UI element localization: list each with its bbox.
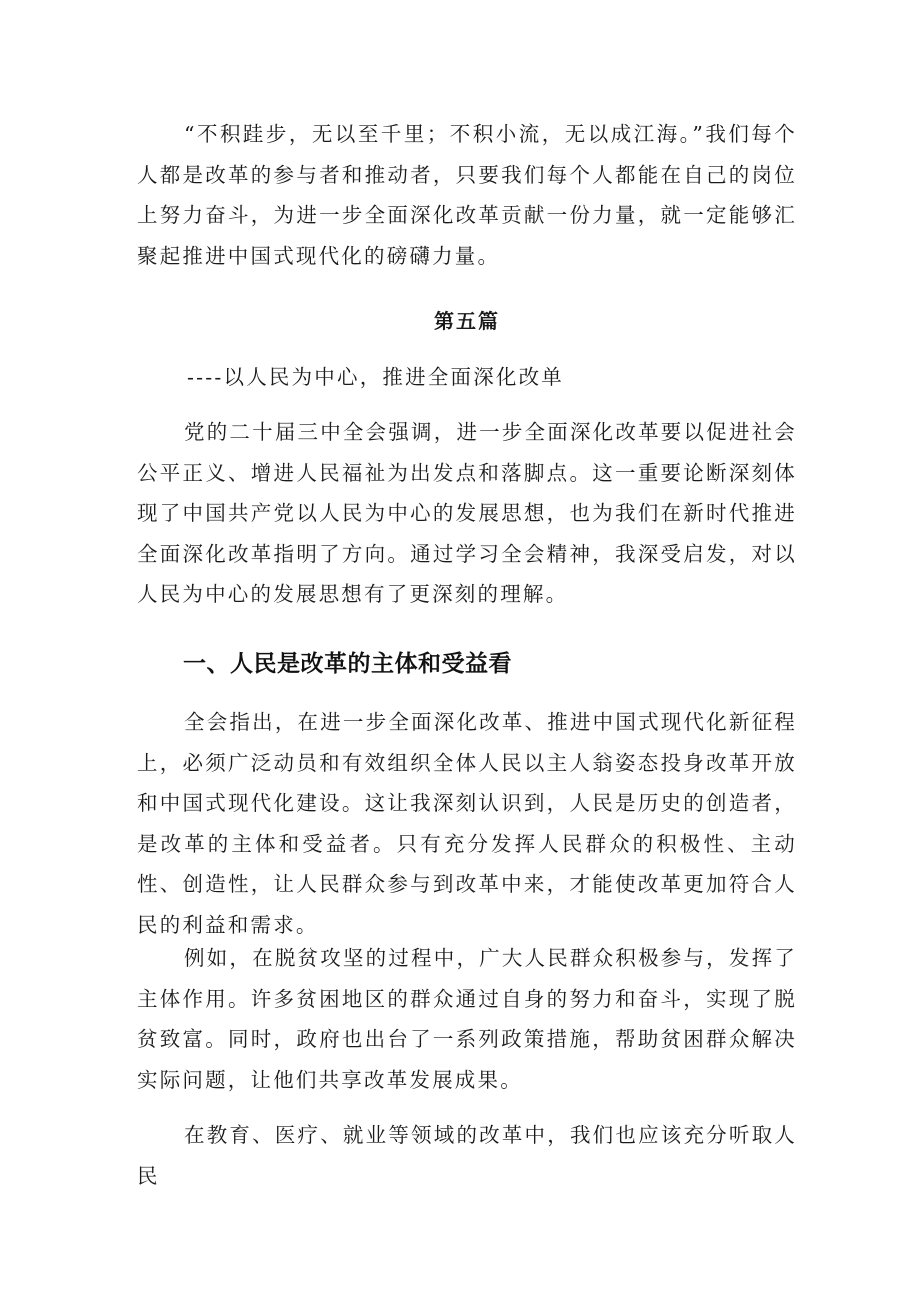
chapter-title: 第五篇 (434, 309, 500, 333)
paragraph-2: 全会指出，在进一步全面深化改革、推进中国式现代化新征程上，必须广泛动员和有效组织全体人民以主人翁姿态投身改革开放和中国式现代化建设。这让我深刻认识到，人民是历史的创造者，是改革的主体和受益者。只有充分发挥人民群众的积极性、主动性、创造性，让人民群众参与到改革中来，才能使改革更加符合人民的利益和需求。 (137, 710, 797, 937)
paragraph-3: 例如，在脱贫攻坚的过程中，广大人民群众积极参与，发挥了主体作用。许多贫困地区的群众通过自身的努力和奋斗，实现了脱贫致富。同时，政府也出台了一系列政策措施，帮助贫困群众解决实际问题，让他们共享改革发展成果。 (137, 946, 797, 1092)
paragraph-4: 在教育、医疗、就业等领域的改革中，我们也应该充分听取人民 (137, 1123, 797, 1188)
section-heading: 一、人民是改革的主体和受益看 (183, 651, 512, 677)
intro-paragraph: “不积跬步，无以至千里；不积小流，无以成江海。”我们每个人都是改革的参与者和推动者，只要我们每个人都能在自己的岗位上努力奋斗，为进一步全面深化改革贡献一份力量，就一定能够汇聚起推进中国式现代化的磅礴力量。 (137, 122, 797, 268)
chapter-subtitle: ----以人民为中心，推进全面深化改单 (187, 365, 565, 389)
paragraph-1: 党的二十届三中全会强调，进一步全面深化改革要以促进社会公平正义、增进人民福祉为出发点和落脚点。这一重要论断深刻体现了中国共产党以人民为中心的发展思想，也为我们在新时代推进全面深化改革指明了方向。通过学习全会精神，我深受启发，对以人民为中心的发展思想有了更深刻的理解。 (137, 420, 797, 606)
